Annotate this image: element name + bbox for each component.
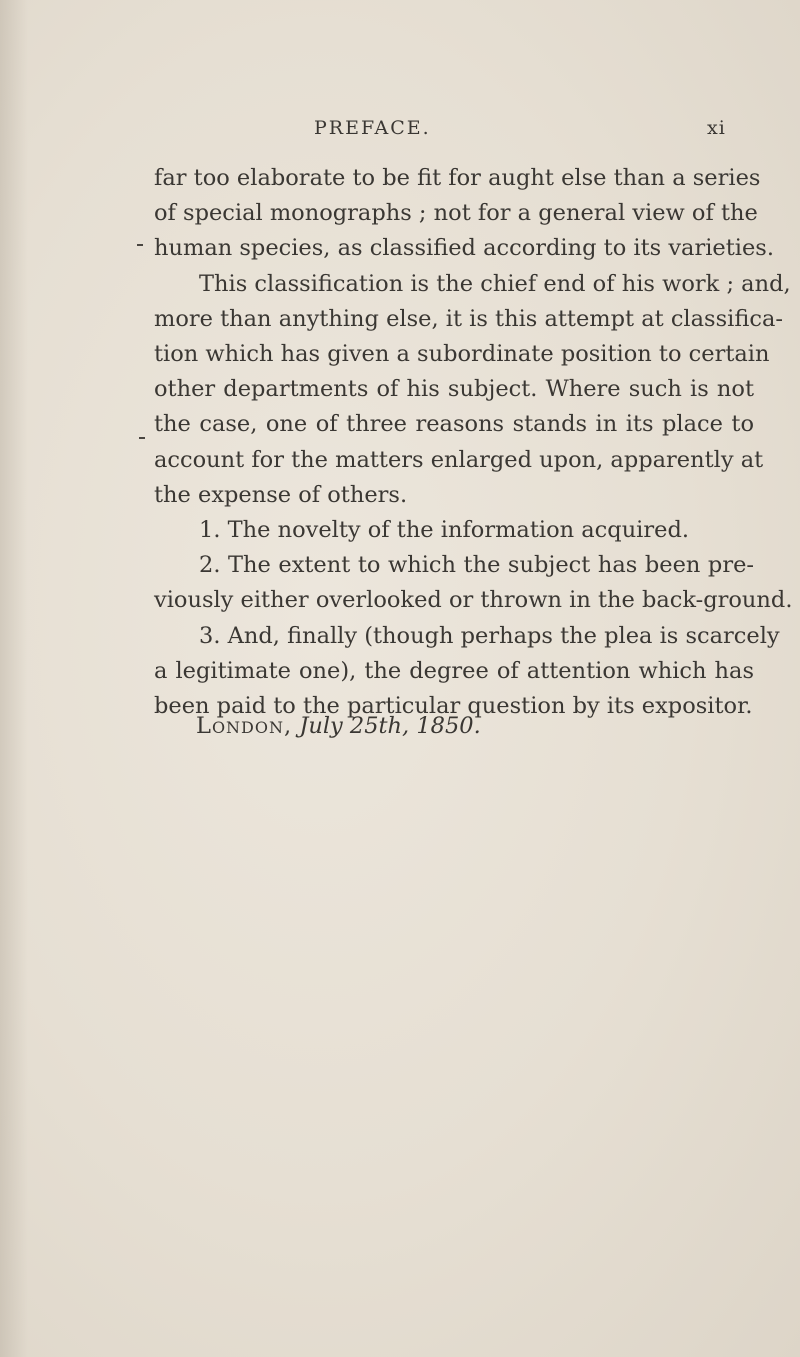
margin-mark [137, 244, 143, 246]
signature-place: London, [196, 713, 293, 739]
text-line: This classification is the chief end of his work ; and, [199, 271, 791, 297]
text-line: 1. The novelty of the information acquired. [199, 517, 690, 543]
text-line: account for the matters enlarged upon, apparently at [154, 447, 764, 473]
page-gutter-shadow [0, 0, 28, 1357]
text-line: far too elaborate to be fit for aught else than a series [154, 165, 761, 191]
text-line: other departments of his subject. Where such is not [154, 376, 754, 402]
signature-date: July 25th, 1850. [299, 713, 481, 739]
text-line: more than anything else, it is this attempt at classifica- [154, 306, 783, 332]
text-line: a legitimate one), the degree of attention which has [154, 658, 754, 684]
text-line: of special monographs ; not for a general view of the [154, 200, 758, 226]
page-header [0, 117, 800, 147]
text-line: the expense of others. [154, 482, 408, 508]
signature-line [196, 713, 481, 739]
text-line: 2. The extent to which the subject has been pre- [199, 552, 754, 578]
page-number: xi [707, 117, 726, 139]
text-line: viously either overlooked or thrown in the back-ground. [154, 587, 793, 613]
text-line: tion which has given a subordinate position to certain [154, 341, 770, 367]
margin-mark [139, 437, 145, 439]
text-line: 3. And, finally (though perhaps the plea is scarcely [199, 623, 780, 649]
text-line: the case, one of three reasons stands in its place to [154, 411, 754, 437]
text-line: been paid to the particular question by its expositor. [154, 693, 753, 719]
text-line: human species, as classified according to its varieties. [154, 235, 774, 261]
running-head: PREFACE. [314, 117, 431, 139]
